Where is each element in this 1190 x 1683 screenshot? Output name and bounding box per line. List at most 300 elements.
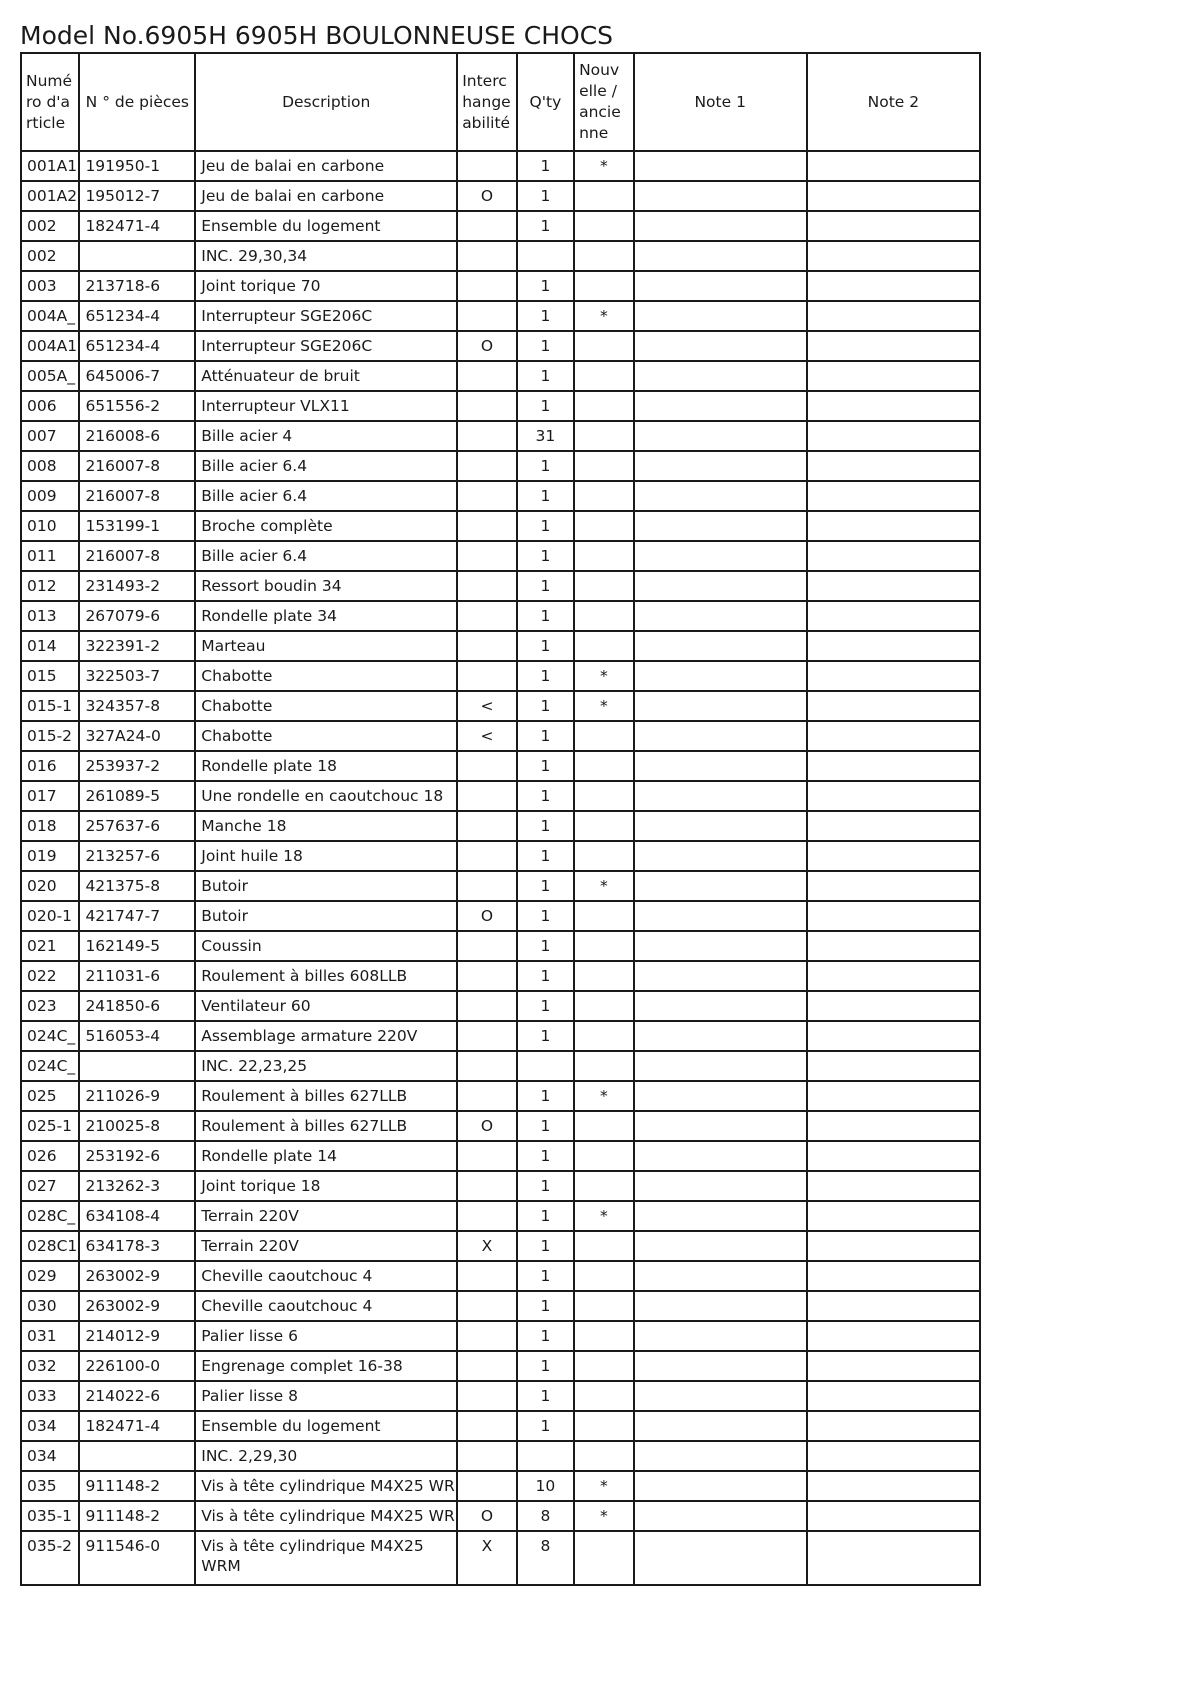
cell-description: Jeu de balai en carbone [195,151,457,181]
cell-new-old [574,511,634,541]
cell-note-1 [634,271,807,301]
table-row [21,721,980,751]
cell-quantity: 1 [517,631,574,661]
cell-item-number: 030 [21,1291,79,1321]
cell-interchangeability: X [457,1231,517,1261]
table-row [21,1141,980,1171]
cell-note-1 [634,841,807,871]
cell-quantity: 1 [517,991,574,1021]
cell-interchangeability [457,421,517,451]
page-title: Model No.6905H 6905H BOULONNEUSE CHOCS [20,21,614,50]
table-row [21,331,980,361]
cell-item-number: 005A_ [21,361,79,391]
cell-interchangeability [457,271,517,301]
cell-new-old [574,211,634,241]
cell-item-number: 020-1 [21,901,79,931]
cell-quantity: 8 [517,1531,574,1585]
cell-note-2 [807,331,980,361]
cell-quantity: 1 [517,211,574,241]
cell-new-old [574,1141,634,1171]
cell-note-1 [634,991,807,1021]
cell-description: Roulement à billes 608LLB [195,961,457,991]
cell-part-number: 263002-9 [79,1291,195,1321]
cell-note-1 [634,421,807,451]
cell-item-number: 021 [21,931,79,961]
cell-note-2 [807,1381,980,1411]
cell-part-number: 911148-2 [79,1501,195,1531]
table-row [21,781,980,811]
cell-note-1 [634,1441,807,1471]
cell-new-old: * [574,871,634,901]
cell-item-number: 035-2 [21,1531,79,1585]
cell-part-number: 421747-7 [79,901,195,931]
cell-item-number: 015 [21,661,79,691]
table-row [21,811,980,841]
cell-new-old [574,1051,634,1081]
cell-note-1 [634,571,807,601]
cell-note-1 [634,721,807,751]
cell-note-2 [807,1081,980,1111]
cell-note-2 [807,421,980,451]
cell-interchangeability: < [457,721,517,751]
cell-note-1 [634,601,807,631]
cell-new-old [574,901,634,931]
cell-interchangeability [457,1261,517,1291]
table-row [21,1291,980,1321]
cell-note-1 [634,331,807,361]
cell-new-old [574,361,634,391]
cell-new-old [574,1381,634,1411]
table-row [21,511,980,541]
cell-interchangeability [457,361,517,391]
table-row [21,1171,980,1201]
cell-item-number: 010 [21,511,79,541]
cell-item-number: 013 [21,601,79,631]
cell-part-number: 213262-3 [79,1171,195,1201]
table-row [21,1381,980,1411]
cell-part-number: 216007-8 [79,541,195,571]
cell-note-2 [807,391,980,421]
cell-note-1 [634,181,807,211]
table-row [21,1321,980,1351]
cell-item-number: 031 [21,1321,79,1351]
cell-quantity: 1 [517,391,574,421]
cell-new-old [574,1351,634,1381]
cell-description: Bille acier 6.4 [195,451,457,481]
cell-item-number: 014 [21,631,79,661]
cell-part-number: 231493-2 [79,571,195,601]
cell-note-2 [807,481,980,511]
cell-interchangeability [457,1021,517,1051]
table-row [21,1501,980,1531]
cell-note-2 [807,661,980,691]
cell-note-1 [634,511,807,541]
cell-interchangeability [457,391,517,421]
cell-item-number: 004A_ [21,301,79,331]
cell-new-old [574,271,634,301]
cell-note-1 [634,1351,807,1381]
cell-note-1 [634,931,807,961]
cell-interchangeability [457,1201,517,1231]
cell-item-number: 023 [21,991,79,1021]
cell-part-number: 651556-2 [79,391,195,421]
table-row [21,1201,980,1231]
cell-note-2 [807,841,980,871]
cell-note-1 [634,751,807,781]
table-row [21,1021,980,1051]
cell-interchangeability [457,871,517,901]
cell-quantity: 1 [517,601,574,631]
cell-note-1 [634,1471,807,1501]
cell-item-number: 019 [21,841,79,871]
cell-note-1 [634,1231,807,1261]
cell-interchangeability: O [457,901,517,931]
cell-description: Atténuateur de bruit [195,361,457,391]
cell-new-old: * [574,301,634,331]
cell-interchangeability [457,301,517,331]
cell-description: Bille acier 6.4 [195,541,457,571]
cell-description: Une rondelle en caoutchouc 18 [195,781,457,811]
cell-item-number: 008 [21,451,79,481]
cell-quantity: 1 [517,1291,574,1321]
cell-note-1 [634,1021,807,1051]
table-row [21,931,980,961]
cell-note-2 [807,1321,980,1351]
cell-new-old [574,391,634,421]
cell-note-1 [634,661,807,691]
cell-interchangeability [457,211,517,241]
cell-description: Rondelle plate 14 [195,1141,457,1171]
cell-item-number: 012 [21,571,79,601]
cell-interchangeability [457,1381,517,1411]
header-note-1: Note 1 [634,53,807,151]
cell-new-old: * [574,1501,634,1531]
cell-new-old [574,421,634,451]
table-row [21,271,980,301]
cell-quantity: 1 [517,1141,574,1171]
table-row [21,901,980,931]
cell-interchangeability [457,1351,517,1381]
cell-item-number: 001A1 [21,151,79,181]
cell-interchangeability: < [457,691,517,721]
cell-note-1 [634,241,807,271]
cell-item-number: 004A1 [21,331,79,361]
cell-quantity: 1 [517,871,574,901]
cell-description: Butoir [195,871,457,901]
cell-note-1 [634,1051,807,1081]
cell-interchangeability [457,601,517,631]
cell-quantity: 1 [517,181,574,211]
cell-note-1 [634,541,807,571]
cell-note-1 [634,391,807,421]
cell-description: Manche 18 [195,811,457,841]
cell-description: Joint torique 18 [195,1171,457,1201]
cell-note-1 [634,451,807,481]
cell-note-2 [807,511,980,541]
table-row [21,991,980,1021]
cell-part-number: 911148-2 [79,1471,195,1501]
header-description: Description [195,53,457,151]
cell-note-2 [807,871,980,901]
cell-item-number: 034 [21,1441,79,1471]
cell-item-number: 015-1 [21,691,79,721]
cell-quantity: 1 [517,331,574,361]
cell-quantity: 1 [517,691,574,721]
table-row [21,211,980,241]
cell-description: Cheville caoutchouc 4 [195,1291,457,1321]
table-row [21,1471,980,1501]
cell-description: Joint huile 18 [195,841,457,871]
cell-new-old [574,241,634,271]
table-row [21,751,980,781]
cell-new-old: * [574,1201,634,1231]
cell-interchangeability [457,1291,517,1321]
cell-part-number: 634178-3 [79,1231,195,1261]
cell-part-number: 911546-0 [79,1531,195,1585]
cell-note-1 [634,301,807,331]
table-row [21,1441,980,1471]
cell-note-2 [807,571,980,601]
table-body [21,151,980,1585]
cell-part-number: 322391-2 [79,631,195,661]
cell-new-old [574,1171,634,1201]
cell-quantity: 1 [517,1021,574,1051]
cell-quantity: 1 [517,571,574,601]
cell-note-1 [634,871,807,901]
table-row [21,421,980,451]
cell-interchangeability [457,1411,517,1441]
cell-new-old [574,631,634,661]
cell-note-2 [807,1021,980,1051]
cell-note-2 [807,1171,980,1201]
cell-description: INC. 29,30,34 [195,241,457,271]
cell-quantity [517,241,574,271]
cell-new-old [574,481,634,511]
cell-item-number: 017 [21,781,79,811]
cell-description: Rondelle plate 34 [195,601,457,631]
cell-part-number: 210025-8 [79,1111,195,1141]
cell-new-old [574,1291,634,1321]
cell-quantity: 1 [517,541,574,571]
cell-note-1 [634,901,807,931]
cell-description: Chabotte [195,691,457,721]
cell-quantity: 1 [517,481,574,511]
cell-quantity: 1 [517,1081,574,1111]
cell-item-number: 009 [21,481,79,511]
cell-new-old: * [574,1471,634,1501]
cell-note-2 [807,181,980,211]
cell-description: Bille acier 4 [195,421,457,451]
cell-part-number: 241850-6 [79,991,195,1021]
cell-note-1 [634,1291,807,1321]
cell-part-number: 211026-9 [79,1081,195,1111]
cell-note-2 [807,1531,980,1585]
cell-new-old [574,571,634,601]
cell-quantity: 31 [517,421,574,451]
cell-new-old [574,931,634,961]
table-row [21,1531,980,1585]
cell-note-1 [634,781,807,811]
cell-new-old [574,991,634,1021]
cell-interchangeability [457,481,517,511]
cell-description: Roulement à billes 627LLB [195,1111,457,1141]
cell-note-1 [634,1171,807,1201]
header-interchangeability: Interchangeabilité [457,53,517,151]
cell-quantity: 1 [517,1261,574,1291]
cell-item-number: 015-2 [21,721,79,751]
cell-description: Palier lisse 8 [195,1381,457,1411]
cell-item-number: 032 [21,1351,79,1381]
cell-note-2 [807,1111,980,1141]
cell-quantity: 1 [517,1321,574,1351]
cell-part-number: 263002-9 [79,1261,195,1291]
cell-part-number: 153199-1 [79,511,195,541]
cell-note-1 [634,691,807,721]
cell-new-old [574,781,634,811]
cell-note-2 [807,1051,980,1081]
cell-quantity: 1 [517,661,574,691]
header-new-old: Nouvelle / ancienne [574,53,634,151]
cell-item-number: 025 [21,1081,79,1111]
cell-part-number: 195012-7 [79,181,195,211]
cell-part-number: 211031-6 [79,961,195,991]
cell-note-2 [807,1411,980,1441]
cell-description: Ensemble du logement [195,211,457,241]
cell-note-1 [634,1201,807,1231]
cell-note-1 [634,1411,807,1441]
cell-part-number [79,241,195,271]
cell-item-number: 029 [21,1261,79,1291]
cell-description: INC. 2,29,30 [195,1441,457,1471]
cell-part-number: 651234-4 [79,331,195,361]
table-row [21,541,980,571]
table-row [21,241,980,271]
cell-note-1 [634,1111,807,1141]
cell-new-old: * [574,1081,634,1111]
cell-description: Butoir [195,901,457,931]
cell-quantity [517,1051,574,1081]
cell-note-1 [634,1501,807,1531]
cell-part-number: 634108-4 [79,1201,195,1231]
cell-note-2 [807,691,980,721]
cell-note-2 [807,721,980,751]
cell-note-2 [807,301,980,331]
cell-note-1 [634,1141,807,1171]
cell-description: Interrupteur VLX11 [195,391,457,421]
cell-interchangeability [457,451,517,481]
cell-quantity: 1 [517,151,574,181]
cell-description: Ensemble du logement [195,1411,457,1441]
cell-item-number: 024C_ [21,1051,79,1081]
cell-description: Rondelle plate 18 [195,751,457,781]
cell-description: Jeu de balai en carbone [195,181,457,211]
header-note-2: Note 2 [807,53,980,151]
cell-description: Cheville caoutchouc 4 [195,1261,457,1291]
cell-new-old [574,1321,634,1351]
cell-part-number [79,1051,195,1081]
header-item-number: Numéro d'article [21,53,79,151]
table-row [21,1051,980,1081]
cell-note-2 [807,541,980,571]
cell-quantity: 1 [517,901,574,931]
cell-part-number: 214012-9 [79,1321,195,1351]
cell-interchangeability [457,661,517,691]
cell-description: Engrenage complet 16-38 [195,1351,457,1381]
table-row [21,841,980,871]
cell-quantity: 1 [517,1171,574,1201]
cell-description: Interrupteur SGE206C [195,331,457,361]
cell-note-2 [807,1201,980,1231]
cell-new-old [574,181,634,211]
table-row [21,961,980,991]
cell-interchangeability [457,991,517,1021]
cell-description: Joint torique 70 [195,271,457,301]
cell-part-number: 257637-6 [79,811,195,841]
cell-description: Interrupteur SGE206C [195,301,457,331]
cell-item-number: 006 [21,391,79,421]
cell-note-2 [807,361,980,391]
cell-item-number: 001A2 [21,181,79,211]
cell-note-1 [634,481,807,511]
cell-quantity: 10 [517,1471,574,1501]
cell-note-1 [634,1321,807,1351]
cell-description: Bille acier 6.4 [195,481,457,511]
cell-interchangeability: X [457,1531,517,1585]
cell-note-2 [807,811,980,841]
cell-item-number: 018 [21,811,79,841]
cell-new-old [574,1411,634,1441]
cell-quantity [517,1441,574,1471]
table-row [21,871,980,901]
cell-note-2 [807,151,980,181]
cell-note-1 [634,961,807,991]
cell-note-2 [807,1231,980,1261]
cell-quantity: 1 [517,1381,574,1411]
cell-interchangeability [457,1441,517,1471]
cell-quantity: 1 [517,301,574,331]
cell-part-number: 213718-6 [79,271,195,301]
table-row [21,361,980,391]
cell-item-number: 007 [21,421,79,451]
cell-interchangeability: O [457,331,517,361]
cell-item-number: 034 [21,1411,79,1441]
cell-note-2 [807,1351,980,1381]
cell-quantity: 1 [517,1201,574,1231]
cell-interchangeability [457,511,517,541]
cell-part-number: 191950-1 [79,151,195,181]
cell-note-2 [807,1261,980,1291]
cell-quantity: 1 [517,721,574,751]
table-header-row [21,53,980,151]
cell-description: Vis à tête cylindrique M4X25 WR [195,1471,457,1501]
cell-interchangeability [457,781,517,811]
table-row [21,451,980,481]
table-row [21,631,980,661]
cell-part-number: 516053-4 [79,1021,195,1051]
cell-note-1 [634,361,807,391]
cell-item-number: 026 [21,1141,79,1171]
table-row [21,661,980,691]
cell-new-old: * [574,691,634,721]
cell-item-number: 027 [21,1171,79,1201]
cell-description: Ventilateur 60 [195,991,457,1021]
cell-interchangeability: O [457,1111,517,1141]
cell-part-number: 182471-4 [79,1411,195,1441]
cell-note-2 [807,241,980,271]
cell-item-number: 024C_ [21,1021,79,1051]
cell-item-number: 022 [21,961,79,991]
cell-description: Palier lisse 6 [195,1321,457,1351]
